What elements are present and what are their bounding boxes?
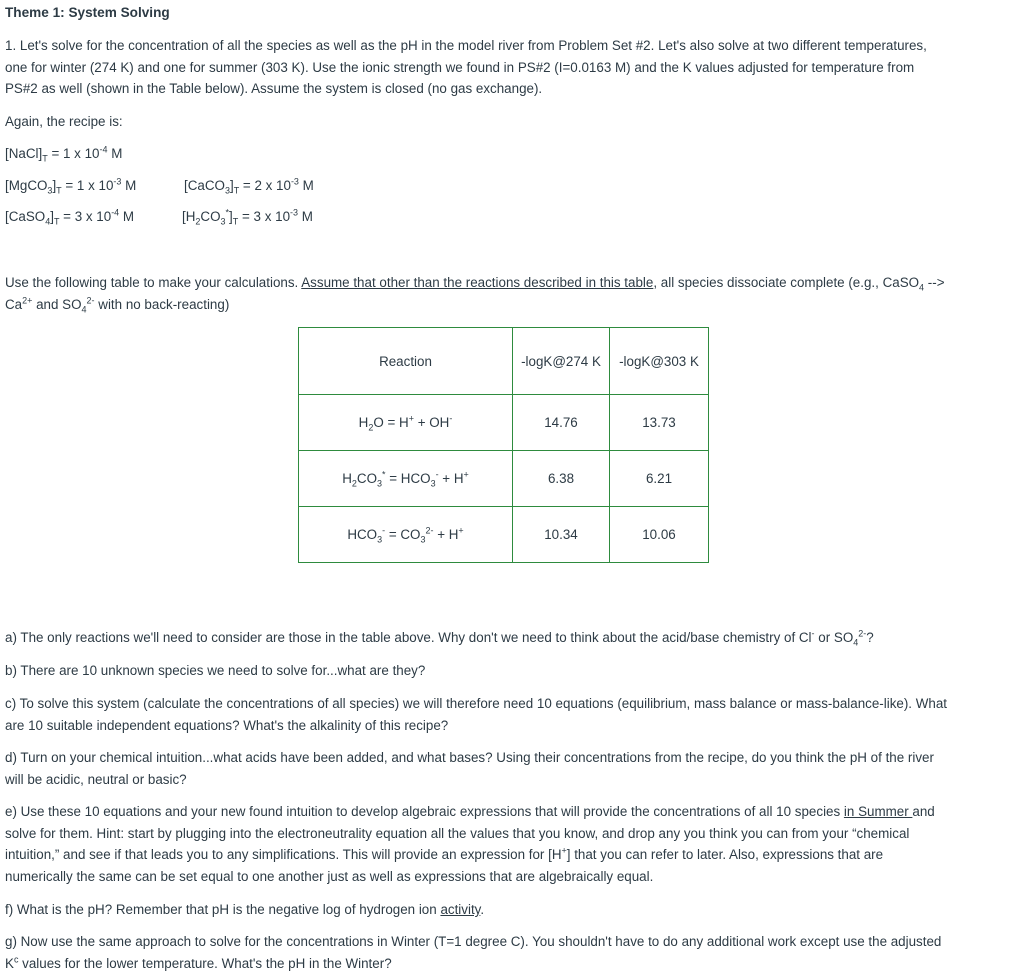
header-logk-303: -logK@303 K bbox=[610, 328, 709, 395]
recipe-caso4: $[CaSO_4]_T = 3$ x $10^{-4}$ M bbox=[5, 207, 135, 227]
logk-274-cell: 10.34 bbox=[513, 507, 610, 563]
reaction-cell: $H_2O = H^+ + OH^-$ bbox=[299, 395, 513, 451]
assumption-underlined: Assume that other than the reactions described in this table bbox=[301, 275, 654, 290]
recipe-caco3: $[CaCO_3]_T = 2$ x $10^{-3}$ M bbox=[184, 176, 314, 196]
intro-line-3: PS#2 as well (shown in the Table below). Assume the system is closed (no gas exchange). bbox=[5, 81, 543, 96]
reaction-cell: $H_2CO_3^* = HCO_3^- + H^+$ bbox=[299, 451, 513, 507]
question-d-line-2: will be acidic, neutral or basic? bbox=[5, 772, 187, 787]
question-e-line-2: solve for them. Hint: start by plugging into the electroneutrality equation all the values that you know, and drop any you think you can from your “chemical bbox=[5, 826, 910, 841]
page-title: Theme 1: System Solving bbox=[5, 5, 170, 20]
table-row bbox=[299, 507, 709, 563]
question-a: a) The only reactions we'll need to consider are those in the table above. Why don't we need to think about the acid/base chemistry of Cl- or $SO_4^{2-}$? bbox=[5, 628, 874, 648]
question-e-line-3: intuition,” and see if that leads you to any simplifications. This will provide an expression for [H+] that you can refer to later. Also, expressions that are bbox=[5, 845, 884, 862]
question-g-line-1: g) Now use the same approach to solve for the concentrations in Winter (T=1 degree C). You shouldn't have to do any additional work except use the adjusted bbox=[5, 934, 942, 949]
reaction-table bbox=[298, 327, 709, 563]
question-d-line-1: d) Turn on your chemical intuition...what acids have been added, and what bases? Using their concentrations from the recipe, do you think the pH of the river bbox=[5, 750, 934, 765]
logk-274-cell: 14.76 bbox=[513, 395, 610, 451]
table-row bbox=[299, 395, 709, 451]
table-instructions-line-1: Use the following table to make your calculations. Assume that other than the reactions described in this table, all species dissociate complete (e.g., CaSO$_4$ --> bbox=[5, 275, 945, 293]
question-g-line-2: $K^c$ values for the lower temperature. What's the pH in the Winter? bbox=[5, 954, 392, 971]
question-e-line-1: e) Use these 10 equations and your new found intuition to develop algebraic expressions that will provide the concentrations of all 10 species in Summer and bbox=[5, 804, 935, 819]
header-reaction: Reaction bbox=[299, 328, 513, 395]
question-e-line-4: numerically the same can be set equal to one another just as well as expressions that are algebraically equal. bbox=[5, 869, 654, 884]
question-b: b) There are 10 unknown species we need to solve for...what are they? bbox=[5, 663, 426, 678]
question-c-line-2: are 10 suitable independent equations? What's the alkalinity of this recipe? bbox=[5, 718, 449, 733]
question-f: f) What is the pH? Remember that pH is the negative log of hydrogen ion activity. bbox=[5, 902, 485, 917]
recipe-intro: Again, the recipe is: bbox=[5, 114, 123, 129]
recipe-mgco3: $[MgCO_3]_T = 1$ x $10^{-3}$ M bbox=[5, 176, 137, 196]
reaction-cell: $HCO_3^- = CO_3^{2-} + H^+$ bbox=[299, 507, 513, 563]
question-c-line-1: c) To solve this system (calculate the concentrations of all species) we will therefore need 10 equations (equilibrium, mass balance or mass-balance-like). What bbox=[5, 696, 947, 711]
logk-303-cell: 6.21 bbox=[610, 451, 709, 507]
header-logk-274: -logK@274 K bbox=[513, 328, 610, 395]
table-header-row bbox=[299, 328, 709, 395]
recipe-nacl: $[NaCl]_T = 1$ x $10^{-4}$ M bbox=[5, 144, 123, 164]
recipe-h2co3: $[H_2CO_3^*]_T = 3$ x $10^{-3}$ M bbox=[182, 207, 313, 227]
intro-line-2: one for winter (274 K) and one for summer (303 K). Use the ionic strength we found in PS#2 (I=0.0163 M) and the K values adjusted for temperature from bbox=[5, 60, 915, 75]
table-instructions-line-2: $Ca^{2+}$ and $SO_4^{2-}$ with no back-reacting) bbox=[5, 295, 230, 315]
logk-303-cell: 13.73 bbox=[610, 395, 709, 451]
table-row bbox=[299, 451, 709, 507]
intro-line-1: 1. Let's solve for the concentration of all the species as well as the pH in the model river from Problem Set #2. Let's also solve at two different temperatures, bbox=[5, 38, 927, 53]
logk-274-cell: 6.38 bbox=[513, 451, 610, 507]
logk-303-cell: 10.06 bbox=[610, 507, 709, 563]
